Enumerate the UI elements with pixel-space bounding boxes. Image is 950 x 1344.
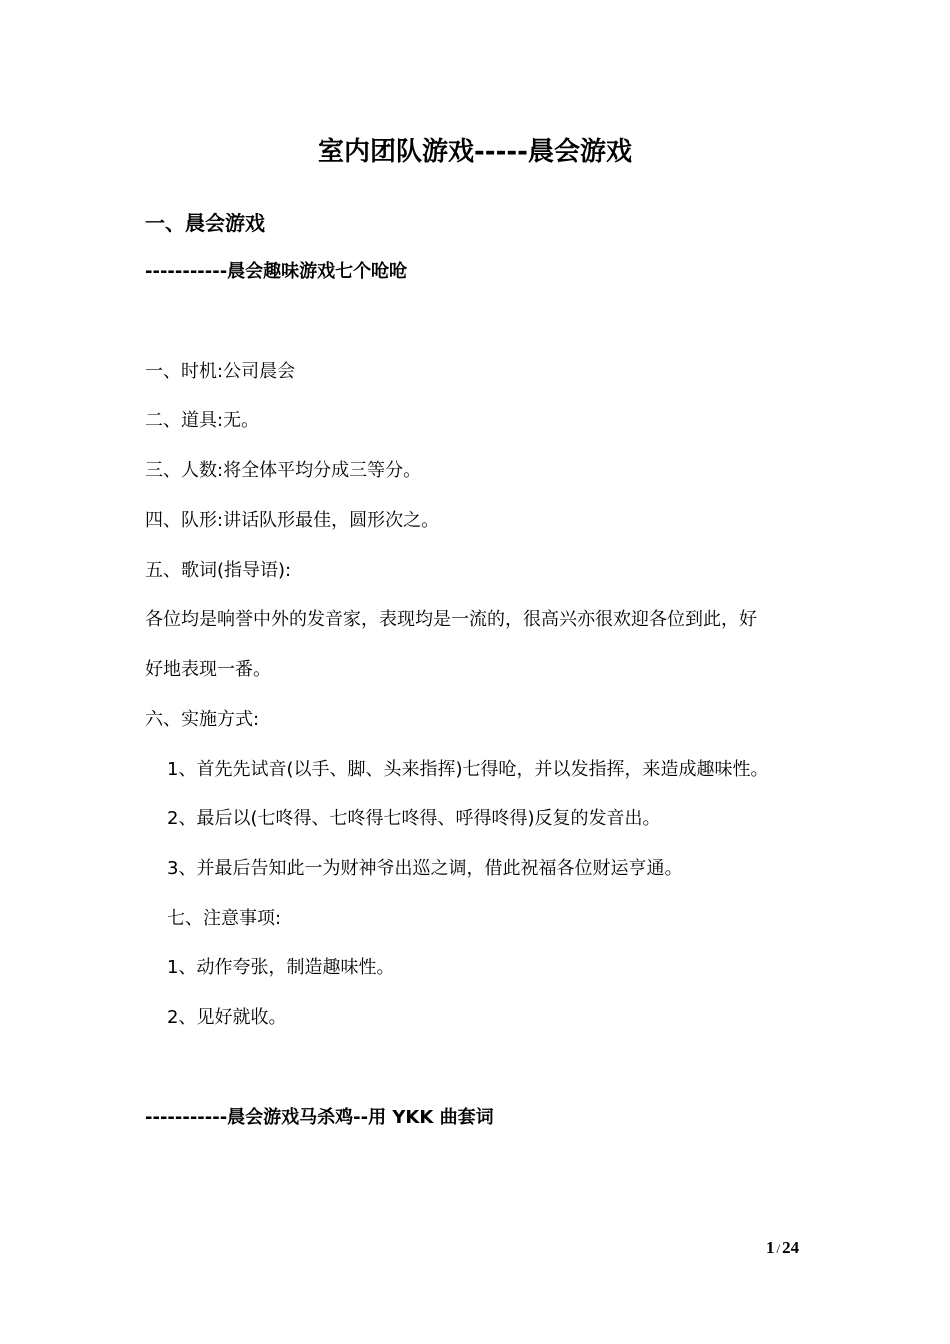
- section-heading: 一、晨会游戏: [145, 211, 265, 235]
- current-page: 1: [766, 1238, 775, 1257]
- note-item-2: 2、见好就收。: [167, 1007, 287, 1028]
- item-formation: 四、队形:讲话队形最佳，圆形次之。: [145, 510, 440, 531]
- document-title: 室内团队游戏-----晨会游戏: [318, 137, 632, 167]
- page-number: [766, 1238, 799, 1258]
- note-item-1: 1、动作夸张，制造趣味性。: [167, 957, 395, 978]
- method-heading: 六、实施方式:: [145, 709, 260, 730]
- item-headcount: 三、人数:将全体平均分成三等分。: [145, 460, 422, 481]
- total-pages: 24: [782, 1238, 800, 1257]
- page-separator: /: [776, 1241, 781, 1256]
- lyrics-line-1: 各位均是响誉中外的发音家，表现均是一流的，很高兴亦很欢迎各位到此，好: [145, 609, 757, 630]
- item-props: 二、道具:无。: [145, 410, 260, 431]
- method-step-1: 1、首先先试音(以手、脚、头来指挥)七得呛，并以发指挥，来造成趣味性。: [167, 759, 769, 780]
- lyrics-line-2: 好地表现一番。: [145, 659, 271, 680]
- method-step-3: 3、并最后告知此一为财神爷出巡之调，借此祝福各位财运亨通。: [167, 858, 683, 879]
- method-step-2: 2、最后以(七咚得、七咚得七咚得、呼得咚得)反复的发音出。: [167, 808, 661, 829]
- item-lyrics-heading: 五、歌词(指导语):: [145, 560, 292, 581]
- section2-subheading: -----------晨会游戏马杀鸡--用 YKK 曲套词: [145, 1107, 494, 1128]
- game-subheading: -----------晨会趣味游戏七个呛呛: [145, 261, 408, 282]
- notes-heading: 七、注意事项:: [167, 908, 282, 929]
- item-timing: 一、时机:公司晨会: [145, 361, 296, 382]
